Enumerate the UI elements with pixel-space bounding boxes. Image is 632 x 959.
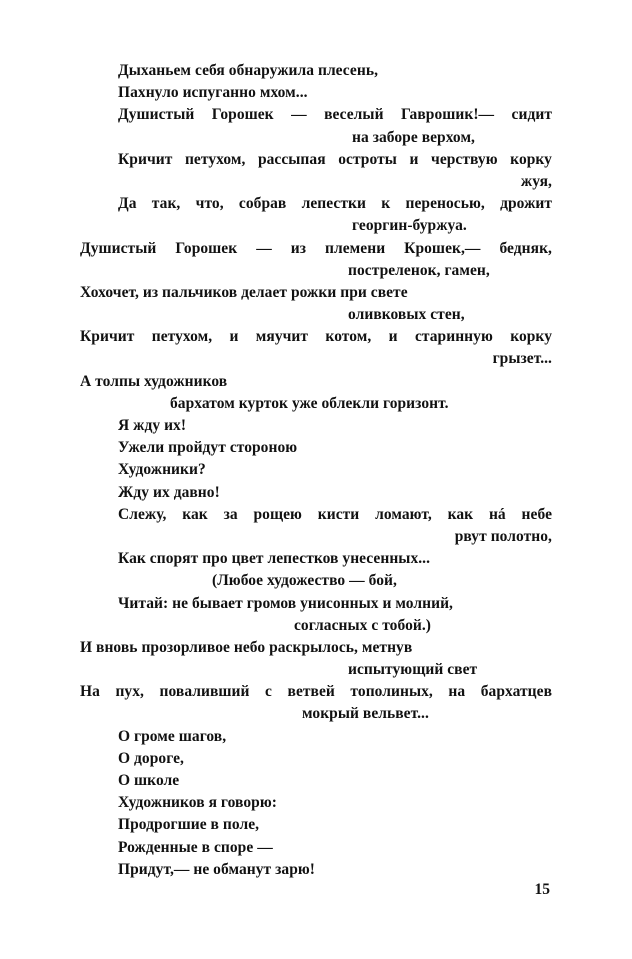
poem-line: Читай: не бывает громов унисонных и молний, bbox=[118, 594, 453, 612]
poem-line-continuation: на заборе верхом, bbox=[352, 128, 475, 146]
poem-line: Слежу, как за рощею кисти ломают, как нá небе bbox=[118, 505, 552, 523]
poem-line-continuation: оливковых стен, bbox=[348, 306, 465, 324]
poem-line: Пахнуло испуганно мхом... bbox=[118, 84, 308, 102]
poem-line: На пух, поваливший с ветвей тополиных, на бархатцев bbox=[80, 683, 552, 701]
poem-line: Хохочет, из пальчиков делает рожки при свете bbox=[80, 283, 408, 301]
poem-line: Придут,— не обманут зарю! bbox=[118, 860, 315, 878]
poem-line-continuation: грызет... bbox=[492, 350, 552, 368]
poem-line: Кричит петухом, и мяучит котом, и старинную корку bbox=[80, 328, 552, 346]
poem-line: Художников я говорю: bbox=[118, 794, 277, 812]
poem-line: Ужели пройдут стороною bbox=[118, 439, 298, 457]
poem-line: Продрогшие в поле, bbox=[118, 816, 260, 834]
poem-line: Жду их давно! bbox=[118, 483, 220, 501]
poem-line: Душистый Горошек — из племени Крошек,— бедняк, bbox=[80, 239, 552, 257]
poem-line: Как спорят про цвет лепестков унесенных... bbox=[118, 550, 431, 568]
poem-line: Я жду их! bbox=[118, 417, 187, 434]
poem-line: Дыханьем себя обнаружила плесень, bbox=[118, 62, 379, 79]
poem-line-continuation: испытующий свет bbox=[348, 661, 478, 679]
poem-line-continuation: согласных с тобой.) bbox=[294, 616, 431, 634]
poem-line: Душистый Горошек — веселый Гаврошик!— сидит bbox=[118, 106, 552, 124]
poem-line: Художники? bbox=[118, 461, 206, 479]
page-number: 15 bbox=[534, 881, 550, 898]
poem-line-continuation: постреленок, гамен, bbox=[348, 261, 490, 279]
poem-line-continuation: мокрый вельвет... bbox=[302, 705, 429, 723]
poem-line-continuation: георгин-буржуа. bbox=[352, 217, 467, 235]
poem-line-continuation: (Любое художество — бой, bbox=[212, 572, 397, 590]
poem-line-continuation: бархатом курток уже облекли горизонт. bbox=[170, 394, 449, 412]
poem-text bbox=[80, 60, 552, 881]
poem-line: О школе bbox=[118, 772, 180, 789]
poem-line: Да так, что, собрав лепестки к переносью, дрожит bbox=[118, 195, 552, 213]
poem-line: О дороге, bbox=[118, 749, 184, 767]
poem-line: Рожденные в споре — bbox=[118, 838, 273, 856]
poem-line: А толпы художников bbox=[80, 372, 228, 390]
poem-line-continuation: рвут полотно, bbox=[454, 527, 552, 545]
poem-line: Кричит петухом, рассыпая остроты и черствую корку bbox=[118, 150, 552, 168]
poem-line: И вновь прозорливое небо раскрылось, метнув bbox=[80, 638, 413, 656]
poem-line: О громе шагов, bbox=[118, 727, 227, 745]
poem-line-continuation: жуя, bbox=[520, 172, 552, 190]
